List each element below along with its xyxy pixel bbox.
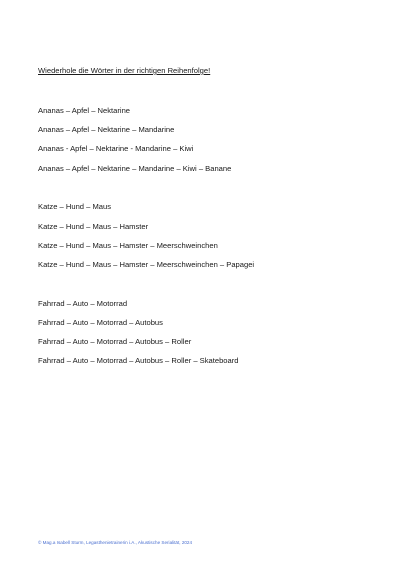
- word-sequence-line: Ananas – Apfel – Nektarine – Mandarine: [38, 125, 175, 134]
- word-sequence-line: Ananas – Apfel – Nektarine: [38, 106, 131, 115]
- word-sequence-line: Fahrrad – Auto – Motorrad – Autobus – Roller: [38, 337, 192, 346]
- word-sequence-line: Ananas - Apfel – Nektarine - Mandarine – Kiwi: [38, 144, 194, 153]
- word-sequence-line: Katze – Hund – Maus – Hamster: [38, 222, 149, 231]
- copyright-footer: © Mag.a Isabell Sturm, Legasthenietrainerin i.A., Akustische Serialität, 2024: [38, 540, 193, 545]
- word-sequence-line: Fahrrad – Auto – Motorrad – Autobus: [38, 318, 163, 327]
- word-sequence-line: Katze – Hund – Maus: [38, 202, 112, 211]
- word-sequence-line: Katze – Hund – Maus – Hamster – Meerschweinchen: [38, 241, 218, 250]
- word-sequence-line: Katze – Hund – Maus – Hamster – Meerschweinchen – Papagei: [38, 260, 255, 269]
- word-sequence-line: Fahrrad – Auto – Motorrad: [38, 299, 128, 308]
- word-sequence-line: Ananas – Apfel – Nektarine – Mandarine – Kiwi – Banane: [38, 164, 232, 173]
- instruction-heading: Wiederhole die Wörter in der richtigen Reihenfolge!: [38, 66, 211, 75]
- word-sequence-line: Fahrrad – Auto – Motorrad – Autobus – Roller – Skateboard: [38, 356, 239, 365]
